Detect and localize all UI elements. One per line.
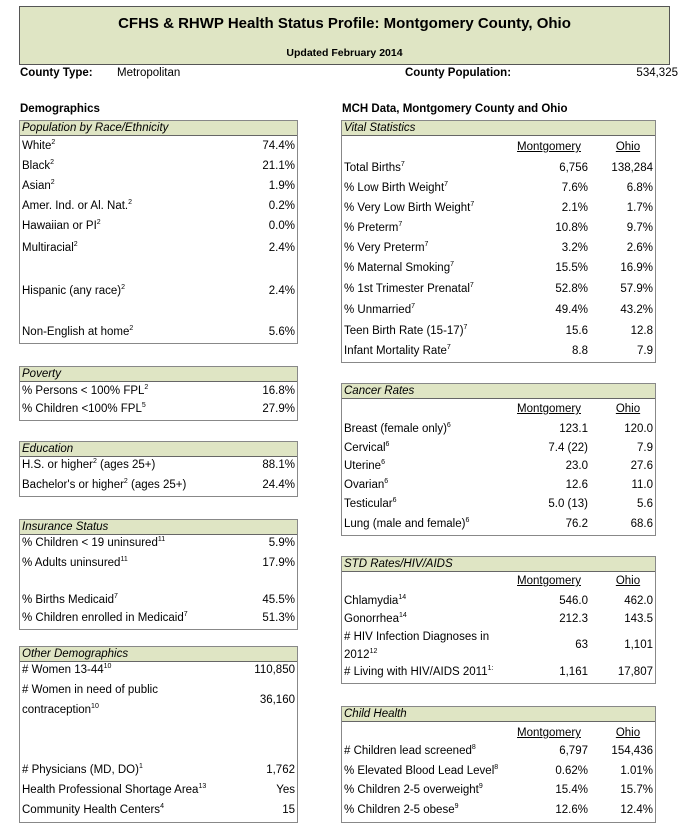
race-row-value: 1.9% [268, 180, 295, 192]
child-montgomery-value: 15.4% [555, 784, 588, 796]
footnote-ref: 6 [384, 478, 389, 486]
poverty-row-value: 27.9% [262, 403, 295, 415]
cancer-col-montgomery: Montgomery [517, 403, 581, 415]
race-row-value: 74.4% [262, 140, 295, 152]
vital-ohio-value: 16.9% [620, 262, 653, 274]
footnote-ref: 8 [471, 744, 476, 752]
row-label-text: Hawaiian or PI [22, 220, 97, 232]
row-label-text: % Children < 19 uninsured [22, 537, 158, 549]
race-row-value: 21.1% [262, 160, 295, 172]
cancer-header: Cancer Rates [341, 383, 656, 399]
row-label-text: Black [22, 160, 51, 172]
vital-row-label [344, 242, 428, 254]
vital-ohio-value: 9.7% [626, 222, 653, 234]
std-row-label [344, 631, 489, 643]
poverty-row-value: 16.8% [262, 385, 295, 397]
insurance-row-label [22, 594, 118, 606]
page-title: CFHS & RHWP Health Status Profile: Montgomery County, Ohio [118, 15, 571, 32]
race-box [19, 120, 298, 344]
row-label-text: Ovarian [344, 479, 385, 491]
child-ohio-value: 1.01% [620, 765, 653, 777]
row-label-text: Non-English at home [22, 326, 130, 338]
footnote-ref: 2 [144, 384, 149, 392]
vital-row-label [344, 325, 467, 337]
cancer-ohio-value: 120.0 [624, 423, 653, 435]
insurance-row-label [22, 557, 128, 569]
std-col-montgomery: Montgomery [517, 575, 581, 587]
footnote-ref: 7 [398, 221, 403, 229]
cancer-row-label [344, 460, 385, 472]
vital-header: Vital Statistics [341, 120, 656, 136]
row-label-text: Asian [22, 180, 51, 192]
std-ohio-value: 143.5 [624, 613, 653, 625]
row-label-text: % Births Medicaid [22, 594, 115, 606]
vital-montgomery-value: 8.8 [572, 345, 588, 357]
mch-data-title: MCH Data, Montgomery County and Ohio [342, 103, 568, 115]
row-label-text: Health Professional Shortage Area [22, 784, 199, 796]
race-row-value: 0.2% [268, 200, 295, 212]
row-label-suffix: (ages 25+) [127, 479, 187, 491]
footnote-ref: 7 [463, 324, 468, 332]
row-label-text: Chlamydia [344, 595, 399, 607]
race-row-value: 2.4% [268, 285, 295, 297]
row-label-text: Teen Birth Rate (15-17) [344, 325, 464, 337]
row-label-text: % 1st Trimester Prenatal [344, 283, 470, 295]
row-label-text: % Low Birth Weight [344, 182, 445, 194]
vital-ohio-value: 7.9 [637, 345, 653, 357]
std-montgomery-value: 212.3 [559, 613, 588, 625]
cancer-row-label [344, 518, 469, 530]
education-row-value: 88.1% [262, 459, 295, 471]
row-label-text: # Physicians (MD, DO) [22, 764, 139, 776]
vital-row-label [344, 283, 474, 295]
vital-ohio-value: 1.7% [626, 202, 653, 214]
footnote-ref: 1 [138, 763, 143, 771]
cancer-row-label [344, 479, 388, 491]
row-label-text: White [22, 140, 52, 152]
row-label-text: H.S. or higher [22, 459, 93, 471]
footnote-ref: 8 [494, 764, 499, 772]
std-header: STD Rates/HIV/AIDS [341, 556, 656, 572]
other-row-label-line2 [22, 704, 99, 716]
footnote-ref: 4 [160, 803, 164, 811]
updated-date: Updated February 2014 [286, 47, 403, 59]
race-row-label [22, 285, 125, 297]
footnote-ref: 7 [183, 611, 188, 619]
row-label-text: Uterine [344, 460, 382, 472]
vital-montgomery-value: 15.5% [555, 262, 588, 274]
race-row-label [22, 200, 132, 212]
row-label-text: % Children 2-5 overweight [344, 784, 479, 796]
row-label-text: Community Health Centers [22, 804, 161, 816]
vital-ohio-value: 12.8 [630, 325, 653, 337]
footnote-ref: 1: [487, 665, 494, 673]
footnote-ref: 14 [398, 612, 407, 620]
child-row-label [344, 745, 476, 757]
footnote-ref: 12 [369, 648, 378, 656]
row-label-text: Infant Mortality Rate [344, 345, 447, 357]
race-row-label [22, 180, 55, 192]
footnote-ref: 11 [120, 556, 128, 564]
footnote-ref: 6 [392, 497, 397, 505]
footnote-ref: 6 [465, 517, 470, 525]
footnote-ref: 2 [51, 139, 56, 147]
race-row-value: 0.0% [268, 220, 295, 232]
child-montgomery-value: 0.62% [555, 765, 588, 777]
other-row-label [22, 784, 206, 796]
vital-montgomery-value: 49.4% [555, 304, 588, 316]
footnote-ref: 9 [454, 803, 459, 811]
race-row-label [22, 242, 78, 254]
education-row-value: 24.4% [262, 479, 295, 491]
child-montgomery-value: 12.6% [555, 804, 588, 816]
row-label-text: contraception [22, 704, 92, 716]
insurance-row-value: 51.3% [262, 612, 295, 624]
cancer-montgomery-value: 7.4 (22) [548, 442, 588, 454]
cancer-ohio-value: 68.6 [630, 518, 653, 530]
cancer-row-label [344, 498, 396, 510]
std-ohio-value: 462.0 [624, 595, 653, 607]
other-header: Other Demographics [19, 646, 298, 662]
insurance-row-label [22, 537, 165, 549]
vital-ohio-value: 57.9% [620, 283, 653, 295]
county-type-value: Metropolitan [117, 67, 181, 79]
vital-montgomery-value: 2.1% [561, 202, 588, 214]
footnote-ref: 2 [123, 478, 128, 486]
row-label-text: Lung (male and female) [344, 518, 466, 530]
vital-ohio-value: 138,284 [611, 162, 653, 174]
child-header: Child Health [341, 706, 656, 722]
vital-row-label [344, 182, 448, 194]
row-label-text: 2012 [344, 649, 370, 661]
child-row-label [344, 804, 459, 816]
race-row-label [22, 140, 55, 152]
child-col-ohio: Ohio [615, 727, 641, 739]
row-label-text: % Children <100% FPL [22, 403, 142, 415]
std-montgomery-value: 1,161 [559, 666, 588, 678]
std-col-ohio: Ohio [615, 575, 641, 587]
vital-col-ohio: Ohio [615, 141, 641, 153]
row-label-text: # Women in need of public [22, 684, 158, 696]
row-label-text: % Adults uninsured [22, 557, 121, 569]
vital-ohio-value: 2.6% [626, 242, 653, 254]
vital-row-label [344, 304, 415, 316]
cancer-col-ohio: Ohio [615, 403, 641, 415]
footnote-ref: 7 [424, 241, 429, 249]
cancer-montgomery-value: 23.0 [565, 460, 588, 472]
race-row-label [22, 220, 101, 232]
footnote-ref: 6 [446, 422, 451, 430]
row-label-text: Bachelor's or higher [22, 479, 124, 491]
std-montgomery-value: 63 [575, 639, 588, 651]
footnote-ref: 9 [478, 783, 483, 791]
row-label-text: % Children enrolled in Medicaid [22, 612, 184, 624]
other-row-value: 15 [282, 804, 295, 816]
footnote-ref: 6 [385, 441, 390, 449]
footnote-ref: 2 [73, 241, 78, 249]
vital-montgomery-value: 6,756 [559, 162, 588, 174]
poverty-row-label [22, 385, 148, 397]
other-row-value: 36,160 [259, 694, 295, 706]
demographics-title: Demographics [20, 103, 100, 115]
cancer-montgomery-value: 123.1 [559, 423, 588, 435]
row-label-text: # HIV Infection Diagnoses in [344, 631, 490, 643]
footnote-ref: 7 [469, 282, 474, 290]
footnote-ref: 2 [96, 219, 101, 227]
other-row-label [22, 804, 164, 816]
std-row-label [344, 613, 407, 625]
footnote-ref: 7 [411, 303, 416, 311]
std-ohio-value: 1,101 [624, 639, 653, 651]
vital-row-label [344, 345, 451, 357]
row-label-text: % Unmarried [344, 304, 412, 316]
cancer-ohio-value: 27.6 [630, 460, 653, 472]
cancer-ohio-value: 5.6 [637, 498, 653, 510]
county-type-label: County Type: [20, 67, 93, 79]
row-label-text: Hispanic (any race) [22, 285, 122, 297]
row-label-text: Gonorrhea [344, 613, 399, 625]
row-label-text: # Children lead screened [344, 745, 472, 757]
footnote-ref: 2 [50, 159, 55, 167]
education-header: Education [19, 441, 298, 457]
other-row-value: 110,850 [254, 664, 295, 676]
footnote-ref: 2 [92, 458, 97, 466]
footnote-ref: 14 [398, 594, 407, 602]
child-ohio-value: 15.7% [620, 784, 653, 796]
insurance-header: Insurance Status [19, 519, 298, 535]
poverty-header: Poverty [19, 366, 298, 382]
child-row-label [344, 784, 483, 796]
std-row-label [344, 595, 406, 607]
footnote-ref: 5 [141, 402, 146, 410]
row-label-text: % Very Preterm [344, 242, 425, 254]
child-col-montgomery: Montgomery [517, 727, 581, 739]
row-label-text: % Persons < 100% FPL [22, 385, 145, 397]
std-row-label [344, 666, 493, 678]
vital-montgomery-value: 10.8% [555, 222, 588, 234]
title-banner [19, 6, 670, 65]
footnote-ref: 7 [446, 344, 451, 352]
child-ohio-value: 154,436 [611, 745, 653, 757]
row-label-text: # Women 13-44 [22, 664, 104, 676]
row-label-text: % Preterm [344, 222, 399, 234]
vital-montgomery-value: 52.8% [555, 283, 588, 295]
row-label-text: Total Births [344, 162, 401, 174]
race-row-value: 5.6% [268, 326, 295, 338]
cancer-ohio-value: 11.0 [631, 479, 653, 491]
vital-montgomery-value: 7.6% [561, 182, 588, 194]
footnote-ref: 2 [121, 284, 125, 292]
row-label-text: % Elevated Blood Lead Level [344, 765, 495, 777]
vital-row-label [344, 222, 402, 234]
footnote-ref: 11 [157, 536, 166, 544]
cancer-ohio-value: 7.9 [637, 442, 653, 454]
child-row-label [344, 765, 498, 777]
county-population-value: 534,325 [636, 67, 678, 79]
other-row-label [22, 664, 111, 676]
row-label-text: Testicular [344, 498, 393, 510]
std-row-label-line2 [344, 649, 377, 661]
footnote-ref: 6 [381, 459, 385, 467]
insurance-row-value: 45.5% [262, 594, 295, 606]
cancer-row-label [344, 442, 389, 454]
child-ohio-value: 12.4% [620, 804, 653, 816]
other-row-value: 1,762 [266, 764, 295, 776]
vital-montgomery-value: 15.6 [565, 325, 588, 337]
insurance-row-value: 17.9% [262, 557, 295, 569]
std-montgomery-value: 546.0 [559, 595, 588, 607]
footnote-ref: 7 [444, 181, 449, 189]
footnote-ref: 7 [450, 261, 455, 269]
std-ohio-value: 17,807 [617, 666, 653, 678]
cancer-montgomery-value: 76.2 [565, 518, 588, 530]
footnote-ref: 7 [400, 161, 405, 169]
footnote-ref: 10 [91, 703, 99, 711]
child-montgomery-value: 6,797 [559, 745, 588, 757]
row-label-text: Breast (female only) [344, 423, 447, 435]
vital-row-label [344, 262, 454, 274]
row-label-text: Cervical [344, 442, 386, 454]
vital-row-label [344, 162, 405, 174]
row-label-text: % Very Low Birth Weight [344, 202, 471, 214]
cancer-row-label [344, 423, 451, 435]
other-row-label [22, 684, 158, 696]
footnote-ref: 2 [128, 199, 133, 207]
vital-montgomery-value: 3.2% [561, 242, 588, 254]
insurance-row-label [22, 612, 188, 624]
cancer-montgomery-value: 5.0 (13) [548, 498, 588, 510]
race-row-value: 2.4% [268, 242, 295, 254]
row-label-text: # Living with HIV/AIDS 2011 [344, 666, 488, 678]
race-row-label [22, 326, 133, 338]
row-label-text: % Children 2-5 obese [344, 804, 455, 816]
other-row-value: Yes [276, 784, 295, 796]
footnote-ref: 2 [129, 325, 134, 333]
row-label-text: Amer. Ind. or Al. Nat. [22, 200, 129, 212]
vital-ohio-value: 6.8% [626, 182, 653, 194]
footnote-ref: 13 [198, 783, 207, 791]
footnote-ref: 10 [103, 663, 112, 671]
cancer-montgomery-value: 12.6 [565, 479, 588, 491]
race-row-label [22, 160, 54, 172]
race-header: Population by Race/Ethnicity [19, 120, 298, 136]
vital-row-label [344, 202, 474, 214]
footnote-ref: 2 [50, 179, 55, 187]
row-label-text: % Maternal Smoking [344, 262, 451, 274]
vital-ohio-value: 43.2% [620, 304, 653, 316]
row-label-suffix: (ages 25+) [96, 459, 156, 471]
other-row-label [22, 764, 143, 776]
vital-col-montgomery: Montgomery [517, 141, 581, 153]
education-row-label [22, 479, 186, 491]
footnote-ref: 7 [114, 593, 118, 601]
education-row-label [22, 459, 155, 471]
row-label-text: Multiracial [22, 242, 74, 254]
county-population-label: County Population: [405, 67, 512, 79]
poverty-row-label [22, 403, 146, 415]
footnote-ref: 7 [470, 201, 475, 209]
insurance-row-value: 5.9% [268, 537, 295, 549]
